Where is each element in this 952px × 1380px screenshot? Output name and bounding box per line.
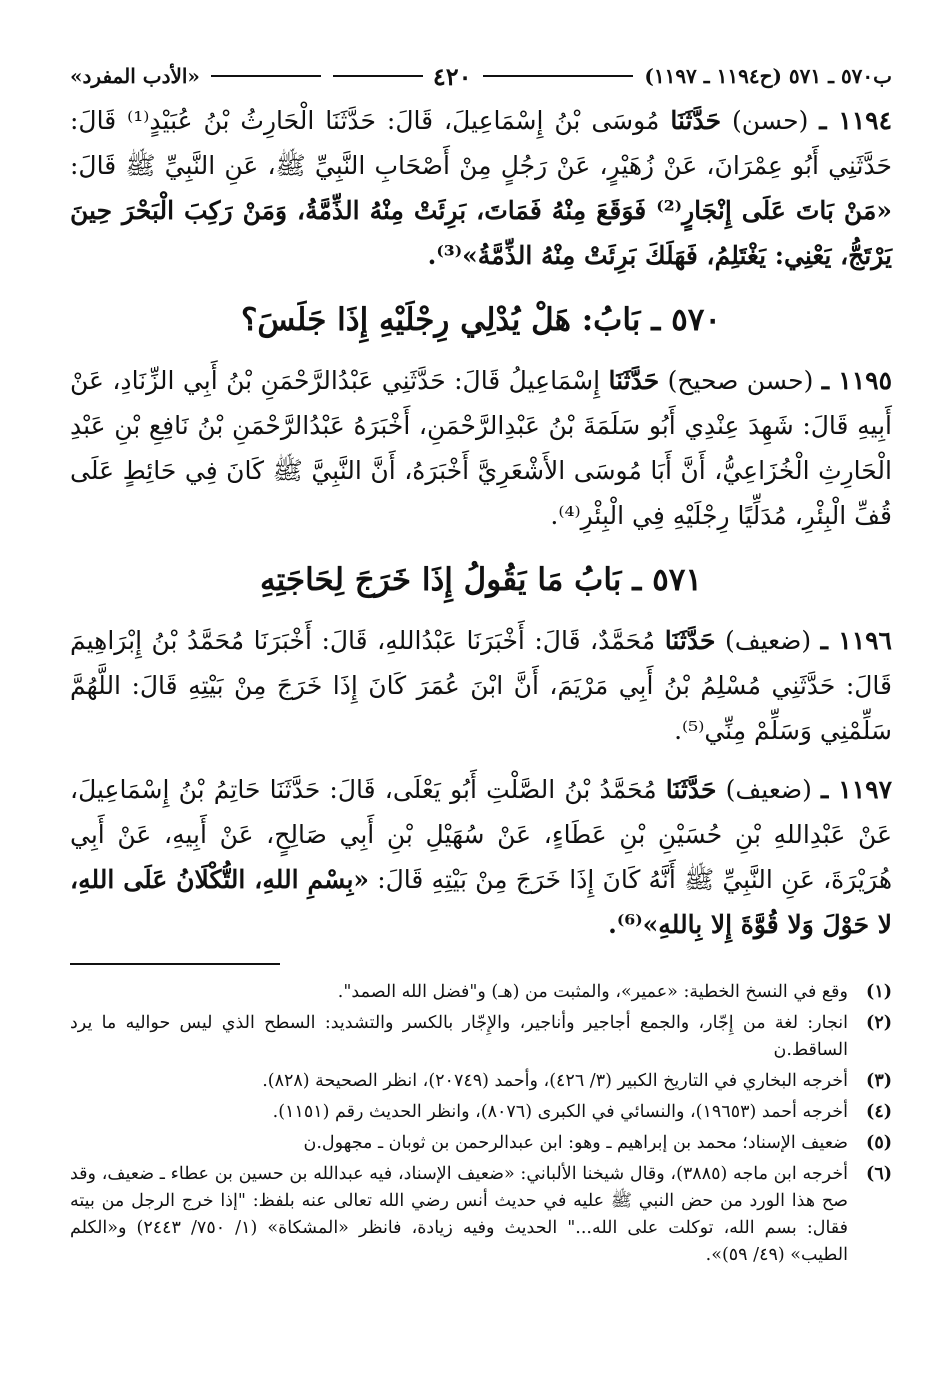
header-page-number-group [333, 62, 472, 91]
hadith-grade: (حسن) [732, 106, 809, 135]
footnote-text: أخرجه البخاري في التاريخ الكبير (٣/ ٤٢٦)، وأحمد (٢٠٧٤٩)، انظر الصحيحة (٨٢٨). [262, 1071, 848, 1091]
hadith-number: ١١٩٥ ـ [821, 366, 892, 395]
footnote-text: ضعيف الإسناد؛ محمد بن إبراهيم ـ وهو: ابن عبدالرحمن بن ثوبان ـ مجهول.ن [303, 1133, 848, 1153]
footnote-item [70, 1010, 892, 1064]
hadith-1195 [70, 358, 892, 538]
hadith-matn: «بِسْمِ اللهِ، التُّكْلَانُ عَلَى اللهِ، لا حَوْلَ وَلا قُوَّةَ إِلا بِاللهِ»⁽⁶⁾. [70, 865, 892, 939]
hadith-haddathana: حَدَّثَنَا [665, 775, 717, 804]
header-book-title: «الأدب المفرد» [70, 64, 200, 88]
footnote-divider [70, 963, 280, 965]
footnote-number: (٦) [866, 1164, 892, 1184]
hadith-grade: (ضعيف) [725, 775, 812, 804]
hadith-number: ١١٩٤ ـ [819, 106, 893, 135]
footnote-number: (٤) [866, 1102, 892, 1122]
chapter-heading-570: ٥٧٠ ـ بَابُ: هَلْ يُدْلِي رِجْلَيْهِ إِذَا جَلَسَ؟ [240, 302, 722, 338]
footnote-item [70, 1161, 892, 1269]
hadith-1197 [70, 767, 892, 947]
header-rule [211, 75, 321, 77]
page-number: ٤٢٠ [432, 61, 472, 91]
hadith-haddathana: حَدَّثَنَا [608, 366, 660, 395]
footnote-number: (٢) [866, 1013, 892, 1033]
page-header [70, 58, 892, 94]
header-rule [483, 75, 633, 77]
hadith-isnad: مُحَمَّدُ بْنُ الصَّلْتِ أَبُو يَعْلَى، قَالَ: حَدَّثَنَا حَاتِمُ بْنُ إِسْمَاعِيلَ، عَنْ عَبْدِاللهِ بْنِ حُسَيْنِ بْنِ عَطَاءٍ، عَنْ سُهَيْلِ بْنِ أَبِي صَالِحٍ، عَنْ أَبِيهِ، عَنْ أَبِي هُرَيْرَةَ، عَنِ النَّبِيِّ ﷺ أَنَّهُ كَانَ إِذَا خَرَجَ مِنْ بَيْتِهِ قَالَ: [70, 775, 892, 894]
footnote-text: انجار: لغة من إِجّار، والجمع أجاجير وأناجير، والإِجّار بالكسر والتشديد: السطح الذي ليس حواليه ما يرد الساقط.ن [70, 1013, 848, 1060]
footnote-number: (٥) [866, 1133, 892, 1153]
chapter-heading-571: ٥٧١ ـ بَابُ مَا يَقُولُ إِذَا خَرَجَ لِحَاجَتِهِ [259, 562, 703, 598]
footnote-item [70, 1099, 892, 1126]
header-rule [333, 75, 423, 77]
footnote-number: (١) [866, 982, 892, 1002]
hadith-isnad: مُوسَى بْنُ إِسْمَاعِيلَ، قَالَ: حَدَّثَنَا الْحَارِثُ بْنُ عُبَيْدٍ⁽¹⁾ قَالَ: حَدَّثَنِي أَبُو عِمْرَانَ، عَنْ زُهَيْرٍ، عَنْ رَجُلٍ مِنْ أَصْحَابِ النَّبِيِّ ﷺ، عَنِ النَّبِيِّ ﷺ قَالَ: [70, 106, 892, 180]
hadith-grade: (حسن صحيح) [667, 366, 814, 395]
footnote-number: (٣) [866, 1071, 892, 1091]
page-body [70, 98, 892, 1269]
footnote-item [70, 1130, 892, 1157]
hadith-1194 [70, 98, 892, 278]
footnotes [70, 979, 892, 1269]
hadith-isnad: مُحَمَّدٌ، قَالَ: أَخْبَرَنَا عَبْدُاللهِ، قَالَ: أَخْبَرَنَا مُحَمَّدُ بْنُ إِبْرَاهِيمَ قَالَ: حَدَّثَنِي مُسْلِمُ بْنُ أَبِي مَرْيَمَ، أَنَّ ابْنَ عُمَرَ كَانَ إِذَا خَرَجَ مِنْ بَيْتِهِ قَالَ: اللَّهُمَّ سَلِّمْنِي وَسَلِّمْ مِنِّي⁽⁵⁾. [70, 626, 892, 745]
footnote-text: وقع في النسخ الخطية: «عمير»، والمثبت من (هـ) و"فضل الله الصمد". [337, 982, 848, 1002]
hadith-1196 [70, 618, 892, 753]
hadith-isnad: إِسْمَاعِيلُ قَالَ: حَدَّثَنِي عَبْدُالرَّحْمَنِ بْنُ أَبِي الزِّنَادِ، عَنْ أَبِيهِ قَالَ: شَهِدَ عِنْدِي أَبُو سَلَمَةَ بْنُ عَبْدِالرَّحْمَنِ، أَخْبَرَهُ عَبْدُالرَّحْمَنِ بْنُ نَافِعِ بْنِ عَبْدِ الْحَارِثِ الْخُزَاعِيُّ، أَنَّ أَبَا مُوسَى الأَشْعَرِيَّ أَخْبَرَهُ، أَنَّ النَّبِيَّ ﷺ كَانَ فِي حَائِطٍ عَلَى قُفِّ الْبِئْرِ، مُدَلِّيًا رِجْلَيْهِ فِي الْبِئْرِ⁽⁴⁾. [70, 366, 892, 530]
hadith-matn: «مَنْ بَاتَ عَلَى إِنْجَارٍ⁽²⁾ فَوَقَعَ مِنْهُ فَمَاتَ، بَرِئَتْ مِنْهُ الذِّمَّةُ، وَمَنْ رَكِبَ الْبَحْرَ حِينَ يَرْتَجُّ، يَعْنِي: يَغْتَلِمُ، فَهَلَكَ بَرِئَتْ مِنْهُ الذِّمَّةُ»⁽³⁾. [70, 196, 892, 270]
footnote-item [70, 1068, 892, 1095]
footnote-item [70, 979, 892, 1006]
footnote-text: أخرجه أحمد (١٩٦٥٣)، والنسائي في الكبرى (٨٠٧٦)، وانظر الحديث رقم (١١٥١). [272, 1102, 848, 1122]
header-chapter-range: ب٥٧٠ ـ ٥٧١ (ح١١٩٤ ـ ١١٩٧) [644, 64, 892, 88]
hadith-grade: (ضعيف) [724, 626, 812, 655]
footnote-text: أخرجه ابن ماجه (٣٨٨٥)، وقال شيخنا الألباني: «ضعيف الإسناد، فيه عبدالله بن حسين بن عطاء ـ ضعيف، وقد صح هذا الورد من حض النبي ﷺ عليه في حديث أنس رضي الله تعالى عنه بلفظ: "إذا خرج الرجل من بيته فقال: بسم الله، توكلت على الله..." الحديث وفيه زيادة، فانظر «المشكاة» (١/ ٧٥٠/ ٢٤٤٣) و«الكلم الطيب» (٤٩/ ٥٩)». [70, 1164, 848, 1265]
hadith-haddathana: حَدَّثَنَا [664, 626, 716, 655]
hadith-number: ١١٩٧ ـ [821, 775, 892, 804]
hadith-haddathana: حَدَّثَنَا [670, 106, 722, 135]
hadith-number: ١١٩٦ ـ [820, 626, 892, 655]
